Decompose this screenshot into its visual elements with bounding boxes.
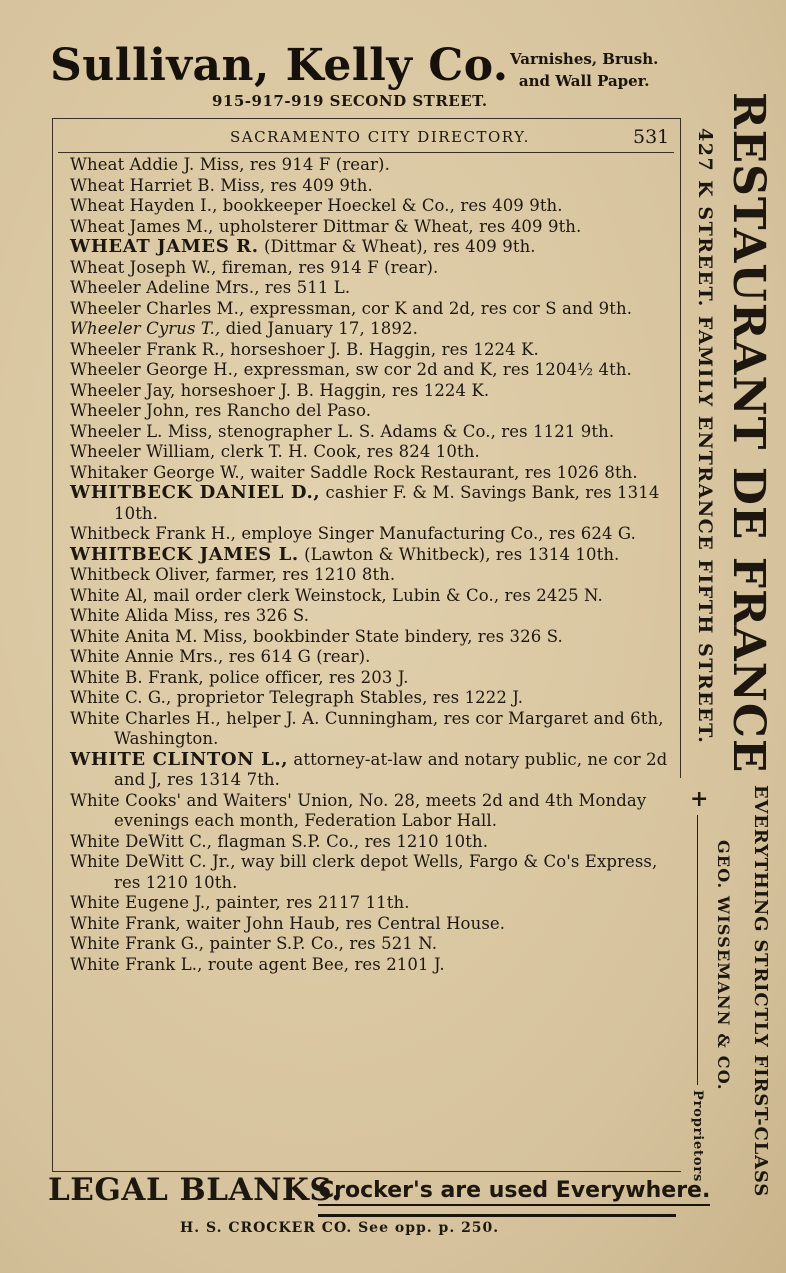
header-address: 915-917-919 SECOND STREET.	[212, 92, 488, 110]
entry-details: painter, res 2117 11th.	[210, 893, 410, 912]
entry-details: police officer, res 203 J.	[203, 667, 409, 687]
directory-entry	[70, 606, 670, 627]
entry-name: Wheeler George H.,	[70, 360, 239, 379]
entry-name: Whitaker George W.,	[70, 462, 246, 482]
directory-entry	[70, 934, 670, 955]
header-tagline-line2: and Wall Paper.	[518, 72, 650, 90]
footer-crocker-ref: H. S. CROCKER CO. See opp. p. 250.	[180, 1220, 500, 1236]
entry-name: Wheeler William,	[70, 442, 216, 461]
page-number: 531	[633, 126, 670, 148]
footer-legal-blanks: LEGAL BLANKS.	[48, 1172, 343, 1208]
entry-name: Wheeler L. Miss,	[70, 421, 213, 441]
header-tagline-line1: Varnishes, Brush.	[510, 50, 659, 68]
entry-details: (Lawton & Whitbeck), res 1314 10th.	[298, 544, 620, 564]
entry-name: Whitbeck Oliver,	[70, 565, 211, 584]
directory-entry	[70, 401, 670, 422]
directory-entry	[70, 688, 670, 709]
entry-details: flagman S.P. Co., res 1210 10th.	[212, 831, 489, 851]
directory-entry	[70, 217, 670, 238]
entry-details: expressman, cor K and 2d, res cor S and 9th.	[244, 298, 633, 318]
entry-details: employe Singer Manufacturing Co., res 624 G.	[236, 524, 636, 543]
entry-details: cashier F. & M. Savings Bank, res 1314 10th.	[114, 483, 660, 523]
directory-entry	[70, 360, 670, 381]
entry-details: waiter John Haub, res Central House.	[180, 913, 506, 933]
entry-details: (Dittmar & Wheat), res 409 9th.	[258, 237, 536, 256]
entry-name: White Frank G.,	[70, 934, 205, 953]
entry-details: res 326 S.	[218, 606, 310, 625]
entry-details: res 614 G (rear).	[223, 647, 371, 666]
directory-entries	[70, 155, 670, 975]
entry-name: White Frank,	[70, 913, 181, 933]
directory-entry	[70, 176, 670, 197]
header-rule	[58, 152, 674, 153]
entry-name: Wheeler Adeline Mrs.,	[70, 278, 260, 297]
directory-entry	[70, 483, 670, 524]
directory-entry	[70, 586, 670, 607]
directory-entry	[70, 791, 670, 832]
directory-entry	[70, 278, 670, 299]
entry-details: res 409 9th.	[265, 175, 373, 195]
directory-entry	[70, 422, 670, 443]
entry-details: route agent Bee, res 2101 J.	[202, 954, 445, 974]
entry-name: WHITE CLINTON L.,	[70, 748, 289, 770]
entry-details: way bill clerk depot Wells, Fargo & Co's Express, res 1210 10th.	[114, 852, 658, 892]
entry-name: Whitbeck Frank H.,	[70, 524, 237, 543]
entry-details: died January 17, 1892.	[220, 319, 418, 338]
entry-details: painter S.P. Co., res 521 N.	[204, 934, 438, 953]
entry-details: No. 28, meets 2d and 4th Monday evenings each month, Federation Labor Hall.	[114, 790, 647, 830]
entry-name: Wheeler John,	[70, 401, 190, 420]
entry-name: WHITBECK JAMES L.	[70, 543, 299, 565]
directory-entry	[70, 893, 670, 914]
entry-name: White DeWitt C. Jr.,	[70, 852, 236, 871]
directory-entry	[70, 832, 670, 853]
entry-name: WHITBECK DANIEL D.,	[70, 482, 321, 503]
directory-entry	[70, 442, 670, 463]
entry-details: farmer, res 1210 8th.	[210, 565, 396, 584]
entry-details: horseshoer J. B. Haggin, res 1224 K.	[224, 339, 539, 359]
entry-details: res 511 L.	[259, 278, 351, 297]
directory-entry	[70, 258, 670, 279]
entry-name: Wheat Addie J. Miss,	[70, 155, 245, 174]
entry-details: expressman, sw cor 2d and K, res 1204½ 4th.	[238, 360, 632, 379]
entry-name: White Charles H.,	[70, 708, 221, 728]
entry-details: helper J. A. Cunningham, res cor Margaret and 6th, Washington.	[114, 708, 664, 748]
side-ad-proprietors-label: Proprietors	[690, 1090, 705, 1183]
header-tagline	[510, 48, 658, 92]
footer-crocker-slogan: Crocker's are used Everywhere.	[318, 1178, 710, 1206]
entry-name: Wheat Harriet B. Miss,	[70, 175, 266, 195]
side-ad-slogan: EVERYTHING STRICTLY FIRST-CLASS	[750, 785, 771, 1198]
entry-name: White Annie Mrs.,	[70, 647, 224, 666]
header-company-name: Sullivan, Kelly Co.	[50, 40, 509, 91]
directory-entry	[70, 565, 670, 586]
entry-details: bookkeeper Hoeckel & Co., res 409 9th.	[217, 196, 563, 215]
entry-details: res 914 F (rear).	[244, 155, 390, 174]
entry-details: mail order clerk Weinstock, Lubin & Co., res 2425 N.	[147, 585, 603, 605]
directory-entry	[70, 914, 670, 935]
entry-name: White B. Frank,	[70, 667, 204, 687]
entry-details: res Rancho del Paso.	[189, 401, 372, 420]
directory-entry	[70, 155, 670, 176]
entry-details: waiter Saddle Rock Restaurant, res 1026 8th.	[245, 462, 638, 482]
entry-details: upholsterer Dittmar & Wheat, res 409 9th.	[213, 216, 582, 236]
directory-entry	[70, 647, 670, 668]
entry-name: White Anita M. Miss,	[70, 626, 248, 646]
directory-entry	[70, 852, 670, 893]
entry-name: White C. G.,	[70, 688, 172, 707]
directory-entry	[70, 627, 670, 648]
directory-entry	[70, 545, 670, 566]
entry-details: horseshoer J. B. Haggin, res 1224 K.	[175, 380, 490, 400]
directory-entry	[70, 750, 670, 791]
entry-name: White Frank L.,	[70, 954, 203, 974]
entry-name: Wheat Joseph W.,	[70, 257, 217, 277]
side-ad-cross: +	[690, 786, 709, 812]
entry-details: bookbinder State bindery, res 326 S.	[247, 626, 563, 646]
entry-name: Wheeler Frank R.,	[70, 339, 225, 359]
directory-entry	[70, 709, 670, 750]
directory-entry	[70, 463, 670, 484]
entry-name: White DeWitt C.,	[70, 831, 213, 851]
entry-name: White Alida Miss,	[70, 606, 219, 625]
running-head: SACRAMENTO CITY DIRECTORY.	[230, 128, 530, 146]
entry-name: Wheat James M.,	[70, 216, 214, 236]
entry-details: proprietor Telegraph Stables, res 1222 J.	[171, 688, 524, 707]
directory-entry	[70, 340, 670, 361]
side-ad-proprietor: GEO. WISSEMANN & CO.	[714, 840, 733, 1091]
directory-entry	[70, 381, 670, 402]
footer-rule	[318, 1214, 676, 1217]
entry-name: White Al,	[70, 585, 148, 605]
frame-right-rule	[680, 118, 681, 778]
side-ad-street: 427 K STREET. FAMILY ENTRANCE FIFTH STREET.	[694, 128, 716, 745]
entry-details: attorney-at-law and notary public, ne cor 2d and J, res 1314 7th.	[114, 749, 668, 789]
entry-name: Wheat Hayden I.,	[70, 196, 218, 215]
side-ad-restaurant: RESTAURANT DE FRANCE	[723, 92, 774, 774]
directory-entry	[70, 668, 670, 689]
entry-name: Wheeler Cyrus T.,	[70, 319, 221, 338]
entry-name: Wheeler Jay,	[70, 380, 176, 400]
entry-name: WHEAT JAMES R.	[70, 236, 259, 257]
directory-entry	[70, 196, 670, 217]
entry-name: White Eugene J.,	[70, 893, 211, 912]
entry-name: Wheeler Charles M.,	[70, 298, 245, 318]
entry-details: fireman, res 914 F (rear).	[216, 257, 439, 277]
entry-details: stenographer L. S. Adams & Co., res 1121 9th.	[212, 421, 615, 441]
directory-entry	[70, 299, 670, 320]
entry-details: clerk T. H. Cook, res 824 10th.	[215, 442, 480, 461]
side-ad-divider	[697, 815, 698, 1085]
directory-entry	[70, 524, 670, 545]
directory-entry	[70, 237, 670, 258]
directory-entry	[70, 319, 670, 340]
entry-name: White Cooks' and Waiters' Union,	[70, 790, 354, 810]
directory-entry	[70, 955, 670, 976]
